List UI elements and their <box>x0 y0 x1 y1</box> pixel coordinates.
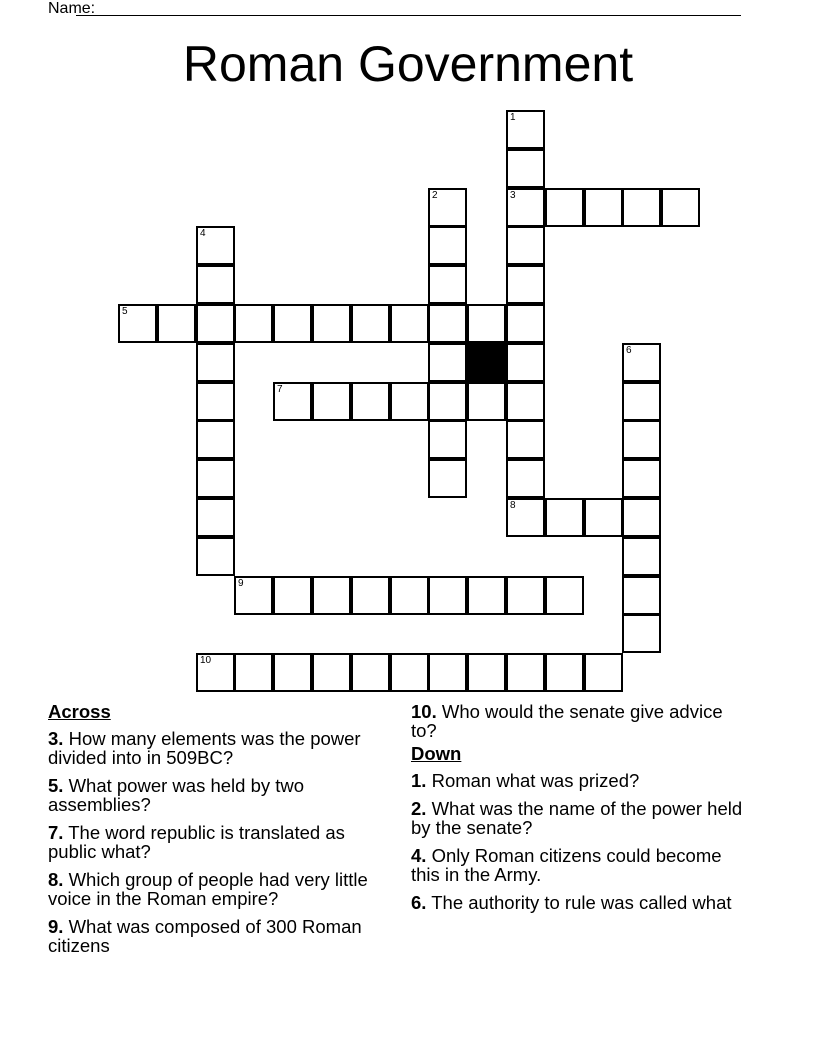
crossword-cell[interactable] <box>506 343 545 382</box>
crossword-cell[interactable] <box>196 304 235 343</box>
cell-number: 2 <box>432 190 438 201</box>
crossword-cell[interactable] <box>622 382 661 421</box>
cell-number: 8 <box>510 500 516 511</box>
clue-number: 3. <box>48 728 64 749</box>
crossword-cell[interactable] <box>428 188 467 227</box>
crossword-cell[interactable] <box>196 498 235 537</box>
clue-across-9 <box>48 917 388 955</box>
clue-across-5 <box>48 776 388 814</box>
crossword-cell[interactable] <box>428 459 467 498</box>
across-heading: Across <box>48 701 111 722</box>
crossword-cell[interactable] <box>622 614 661 653</box>
crossword-cell[interactable] <box>196 265 235 304</box>
crossword-cell[interactable] <box>506 459 545 498</box>
cell-number: 10 <box>200 655 212 666</box>
crossword-cell[interactable] <box>351 576 390 615</box>
crossword-cell[interactable] <box>428 226 467 265</box>
clue-number: 2. <box>411 798 427 819</box>
clue-text: Who would the senate give advice to? <box>411 701 723 741</box>
crossword-cell[interactable] <box>506 498 545 537</box>
crossword-cell[interactable] <box>584 653 623 692</box>
cell-number: 5 <box>122 306 128 317</box>
crossword-cell[interactable] <box>312 653 351 692</box>
crossword-cell[interactable] <box>506 226 545 265</box>
crossword-cell[interactable] <box>622 420 661 459</box>
crossword-cell[interactable] <box>506 382 545 421</box>
crossword-cell[interactable] <box>312 304 351 343</box>
crossword-cell[interactable] <box>506 265 545 304</box>
crossword-cell[interactable] <box>506 149 545 188</box>
clue-text: Only Roman citizens could become this in the Army. <box>411 845 722 885</box>
clue-number: 8. <box>48 869 64 890</box>
crossword-cell[interactable] <box>428 304 467 343</box>
clue-across-8 <box>48 870 388 908</box>
cell-number: 7 <box>277 384 283 395</box>
clue-text: What power was held by two assemblies? <box>48 775 305 815</box>
crossword-cell[interactable] <box>506 653 545 692</box>
page-title: Roman Government <box>182 36 634 92</box>
clue-number: 1. <box>411 770 427 791</box>
clue-text: What was the name of the power held by the senate? <box>411 798 743 838</box>
crossword-cell[interactable] <box>622 498 661 537</box>
clue-text: Which group of people had very little voice in the Roman empire? <box>48 869 368 909</box>
cell-number: 4 <box>200 228 206 239</box>
crossword-cell[interactable] <box>196 459 235 498</box>
crossword-cell[interactable] <box>273 576 312 615</box>
crossword-cell[interactable] <box>467 653 506 692</box>
crossword-cell[interactable] <box>467 576 506 615</box>
crossword-cell[interactable] <box>428 653 467 692</box>
crossword-cell[interactable] <box>506 420 545 459</box>
crossword-cell[interactable] <box>312 382 351 421</box>
crossword-cell[interactable] <box>273 653 312 692</box>
crossword-cell[interactable] <box>273 304 312 343</box>
crossword-cell[interactable] <box>273 382 312 421</box>
crossword-cell[interactable] <box>351 653 390 692</box>
crossword-cell[interactable] <box>196 537 235 576</box>
clue-text: Roman what was prized? <box>431 770 640 791</box>
name-label: Name: <box>48 0 96 17</box>
crossword-cell[interactable] <box>661 188 700 227</box>
crossword-cell[interactable] <box>467 382 506 421</box>
crossword-cell[interactable] <box>351 382 390 421</box>
cell-number: 1 <box>510 112 516 123</box>
crossword-cell[interactable] <box>428 576 467 615</box>
clue-number: 4. <box>411 845 427 866</box>
crossword-cell[interactable] <box>196 226 235 265</box>
crossword-cell[interactable] <box>506 188 545 227</box>
clues-left-column <box>48 702 388 964</box>
clue-down-6 <box>411 893 751 912</box>
crossword-cell[interactable] <box>467 304 506 343</box>
crossword-cell[interactable] <box>545 188 584 227</box>
crossword-cell[interactable] <box>118 304 157 343</box>
crossword-cell[interactable] <box>390 304 429 343</box>
crossword-cell[interactable] <box>584 498 623 537</box>
clues-right-column <box>411 702 751 921</box>
crossword-blocked-cell <box>467 343 506 382</box>
down-heading: Down <box>411 743 462 764</box>
clue-down-4 <box>411 846 751 884</box>
crossword-cell[interactable] <box>196 420 235 459</box>
cell-number: 9 <box>238 578 244 589</box>
crossword-cell[interactable] <box>234 576 273 615</box>
clue-text: How many elements was the power divided into in 509BC? <box>48 728 361 768</box>
clue-text: The authority to rule was called what <box>431 892 732 913</box>
crossword-cell[interactable] <box>428 382 467 421</box>
crossword-cell[interactable] <box>390 382 429 421</box>
clue-down-1 <box>411 771 751 790</box>
clue-across-10 <box>411 702 751 740</box>
clue-number: 5. <box>48 775 64 796</box>
crossword-cell[interactable] <box>157 304 196 343</box>
crossword-cell[interactable] <box>506 576 545 615</box>
crossword-cell[interactable] <box>622 537 661 576</box>
crossword-cell[interactable] <box>428 420 467 459</box>
clue-number: 9. <box>48 916 64 937</box>
crossword-cell[interactable] <box>234 653 273 692</box>
crossword-cell[interactable] <box>584 188 623 227</box>
clue-across-7 <box>48 823 388 861</box>
cell-number: 3 <box>510 190 516 201</box>
crossword-cell[interactable] <box>390 653 429 692</box>
crossword-cell[interactable] <box>622 188 661 227</box>
crossword-cell[interactable] <box>196 382 235 421</box>
clue-down-2 <box>411 799 751 837</box>
clue-across-3 <box>48 729 388 767</box>
crossword-cell[interactable] <box>545 576 584 615</box>
crossword-cell[interactable] <box>622 576 661 615</box>
clue-text: What was composed of 300 Roman citizens <box>48 916 362 956</box>
clue-number: 7. <box>48 822 64 843</box>
crossword-cell[interactable] <box>312 576 351 615</box>
crossword-cell[interactable] <box>196 653 235 692</box>
crossword-cell[interactable] <box>506 304 545 343</box>
crossword-cell[interactable] <box>428 265 467 304</box>
crossword-cell[interactable] <box>351 304 390 343</box>
cell-number: 6 <box>626 345 632 356</box>
crossword-cell[interactable] <box>545 498 584 537</box>
crossword-cell[interactable] <box>428 343 467 382</box>
crossword-cell[interactable] <box>196 343 235 382</box>
clue-text: The word republic is translated as public what? <box>48 822 345 862</box>
crossword-cell[interactable] <box>234 304 273 343</box>
crossword-cell[interactable] <box>622 343 661 382</box>
crossword-cell[interactable] <box>390 576 429 615</box>
crossword-cell[interactable] <box>506 110 545 149</box>
clue-number: 6. <box>411 892 427 913</box>
crossword-cell[interactable] <box>545 653 584 692</box>
crossword-cell[interactable] <box>622 459 661 498</box>
clue-number: 10. <box>411 701 437 722</box>
